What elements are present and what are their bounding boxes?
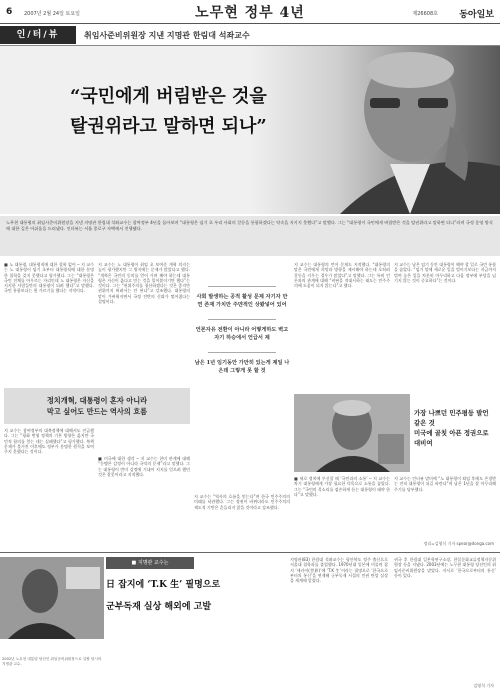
page-number: 6 [6, 7, 13, 17]
hero-banner [0, 46, 500, 214]
profile-headline-1: 日 잡지에 ‘T.K 生’ 필명으로 [106, 580, 221, 590]
article-column-1: ■ 노 대통령, 대통령직에 대한 철학 없어 ─ 지 교수는 노 대통령이 임기 초부터 대통령직에 대한 분명한 철학을 갖지 못했다고 평가했다. 그는 “대통령은 국민 전체를 아우르는 자리인데 노 대통령은 자신을 지지한 사람들만의 대통령이 되려 했다”고 말했다. 국민 통합보다는 편 가르기를 했다는 지적이다. [4, 262, 94, 294]
article-column-2b: ■ 미국에 대한 생각 ─ 지 교수는 한미 관계에 대해 “동맹은 감정이 아니라 국익의 문제”라고 말했다. 그는 대통령이 반미 감정에 기대어 지지를 얻으려 했던 것은 잘못이라고 지적했다. [98, 456, 190, 477]
profile-column-1: 지명관(83) 한림대 석좌교수는 평안북도 정주 출신으로 서울대 철학과를 졸업했다. 1970년대 일본에 머물며 잡지 ‘세카이(世界)’에 ‘T.K 生’이라는 필명으로 ‘한국으로부터의 통신’을 연재해 군부독재 시절의 인권 탄압 실상을 세계에 알렸다. [290, 557, 388, 584]
pull-quotes [194, 280, 290, 490]
issue-number: 제26608호 [412, 11, 438, 17]
pull-quote-2: 언론자유 전환이 아니라 어떻게하도 벽고 자기 하승에서 언급서 제 [195, 327, 289, 341]
newspaper-logo: 동아일보 [459, 10, 494, 20]
article-column-4b: ■ 새로 정치에 투신할 때 ‘국민과의 소통’ ─ 지 교수는 차기 대통령에게 가장 필요한 덕목으로 소통을 꼽았다. 그는 “국민의 목소리를 겸손하게 듣는 대통령이 돼야 한다”고 말했다. [294, 476, 390, 497]
photo-caption: 2002년 노무현 대통령 당선인 취임준비위원장으로 일할 당시의 지명관 교수. [2, 657, 102, 666]
masthead [0, 0, 500, 24]
callout-right-line-1: 가장 나쁘던 민주평등 발언 같은 것 [414, 409, 489, 427]
pull-quote-1: 사회 발생하는 공적 활성 문제 자기자 만연 존재 가치만 주먄적인 상봤넣어 있어 [196, 294, 288, 308]
interviewee-photo-small [294, 394, 410, 472]
divider [208, 286, 276, 287]
archive-photo [0, 557, 104, 639]
section-bar [0, 26, 500, 44]
pull-quote-3: 남은 1년 임기동안 가만히 있는게 제일 나은데 그렇게 못 할 것 [194, 360, 290, 374]
byline: 정리=김영식 기자 spear@donga.com [423, 541, 494, 546]
article-column-2: 지 교수는 노 대통령이 취임 초 보여준 개혁 의지는 높이 평가했지만 그 방식에는 문제가 많았다고 했다. “개혁은 국민의 동의를 얻어 가며 해야 하는데 대통령은 자신이 옳다고 믿는 것을 밀어붙이기만 했다”는 것이다. 그는 “권위주의를 청산하겠다는 것은 좋지만 권위까지 버려서는 안 된다”고 강조했다. 대통령의 말이 가벼워지면서 국정 전반의 신뢰가 떨어졌다는 설명이다. [98, 262, 190, 305]
article-column-3b: 지 교수는 “역사의 흐름을 믿는다”며 한국 민주주의의 미래를 낙관했다. 그는 정권이 바뀌더라도 민주주의의 제도적 기반은 흔들리지 않을 것이라고 강조했다. [194, 494, 290, 510]
profile-badge: ■ 지명관 교수는 [106, 557, 194, 569]
main-headline [70, 82, 330, 142]
sidebar-profile [0, 552, 500, 691]
article-column-5b: 지 교수는 인터뷰 말미에 “노 대통령이 퇴임 후에도 존경받는 전직 대통령이 되길 바란다”며 남은 1년을 잘 마무리해 주기를 당부했다. [394, 476, 496, 492]
headline-line-2: 탈권위라고 말하면 되나” [70, 116, 267, 137]
callout-right-line-2: 미국에 골칫 아픈 정권으로 대비여 [414, 429, 489, 447]
profile-headline-2: 군부독재 실상 해외에 고발 [106, 602, 212, 612]
footer-credit: 김영석 기자 [473, 683, 494, 688]
issue-date: 2007년 2월 24일 토요일 [24, 11, 81, 17]
callout-right [414, 394, 496, 472]
section-title: 노무현 정부 4년 [195, 5, 305, 21]
callout-left-line-2: 막고 싶어도 만드는 역사의 흐름 [46, 407, 148, 416]
article-column-4: 지 교수는 대통령의 언어 문제도 지적했다. “대통령의 말은 국민에게 희망과 방향을 제시해야 하는데 오히려 갈등을 키우는 경우가 많았다”고 말했다. 그는 특히 언론과의 관계에 대해 “비판을 적대시하는 태도는 민주주의에 도움이 되지 않는다”고 했다. [294, 262, 390, 289]
article-column-1b: 지 교수는 참여정부의 대북정책에 대해서도 언급했다. 그는 “평화 번영 정책의 기본 방향은 옳지만 국민적 합의를 얻는 데는 실패했다”고 평가했다. 북핵 문제가 불거진 이후에도 정부가 분명한 원칙을 보여주지 못했다는 것이다. [4, 428, 94, 455]
article-column-5: 지 교수는 남은 임기 동안 대통령이 해야 할 일로 국민 통합을 꼽았다. “임기 말에 새로운 일을 벌이기보다는 지금까지 벌여 놓은 일을 차분히 마무리하고 다음 정부에 부담을 넘기지 않는 것이 중요하다”는 것이다. [394, 262, 496, 283]
lead-paragraph: 노무현 대통령의 취임사준비위원장을 지낸 지명관 한림대 석좌교수는 참여정부 4년을 돌아보며 “대통령은 임기 초 우리 사회의 갈등을 통합하겠다는 약속을 지키지 못했다”고 말했다. 그는 “대통령이 국민에게 버림받은 것을 탈권위라고 말하면 되나”라며 국정 운영 방식에 대한 깊은 아쉬움을 드러냈다. 인터뷰는 서울 종로구 자택에서 진행됐다. [0, 216, 500, 256]
callout-left-line-1: 정치개혁, 대통령이 혼자 아니라 [46, 396, 148, 405]
headline-line-1: “국민에게 버림받은 것을 [70, 86, 267, 107]
divider [208, 352, 276, 353]
divider [208, 319, 276, 320]
section-tag: 인/터/뷰 [0, 26, 76, 44]
profile-column-2: 귀국 후 한림대 일본학연구소장, 한일문화교류정책자문위원장 등을 지냈다. 2003년에는 노무현 대통령 당선인의 취임사준비위원장을 맡았다. 저서로 ‘한국으로부터의 통신’ 등이 있다. [394, 557, 496, 578]
callout-left [4, 388, 190, 424]
interview-subject: 취임사준비위원장 지낸 지명관 한림대 석좌교수 [84, 31, 250, 40]
